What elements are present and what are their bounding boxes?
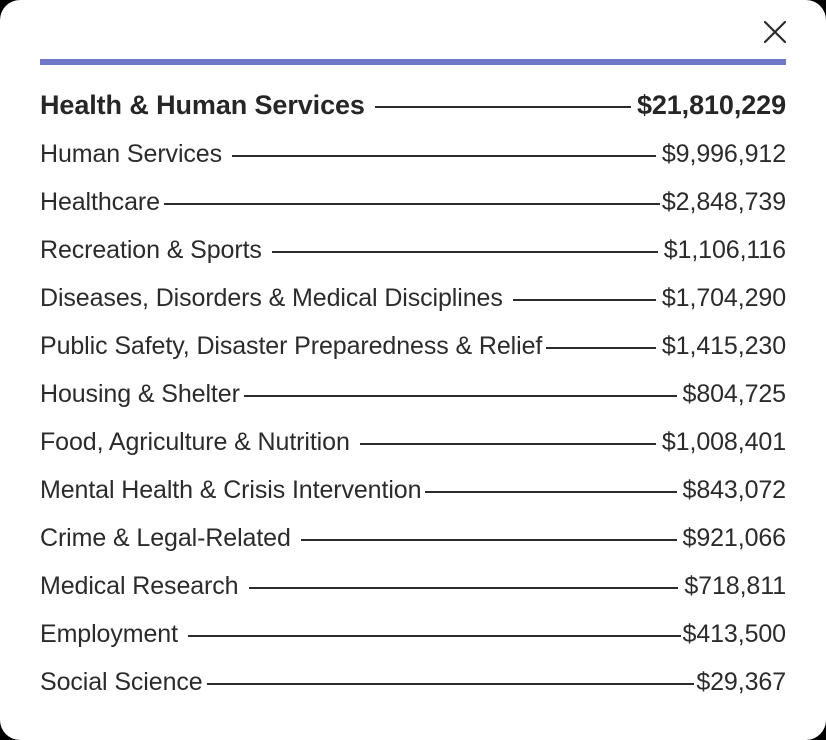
item-value: $921,066 <box>682 523 786 552</box>
item-value: $1,704,290 <box>661 283 786 312</box>
item-label: Crime & Legal-Related <box>40 523 291 552</box>
item-label: Public Safety, Disaster Preparedness & Relief <box>40 331 543 360</box>
list-item <box>40 322 786 370</box>
leader-line <box>188 635 681 637</box>
item-value: $9,996,912 <box>661 139 786 168</box>
item-label: Employment <box>40 619 178 648</box>
list-item <box>40 562 786 610</box>
list-item <box>40 658 786 706</box>
leader-line <box>164 203 660 205</box>
item-label: Housing & Shelter <box>40 379 240 408</box>
list-item <box>40 514 786 562</box>
list-item <box>40 226 786 274</box>
item-value: $1,106,116 <box>663 235 786 264</box>
leader-line <box>207 683 695 685</box>
item-label: Healthcare <box>40 187 160 216</box>
leader-line <box>425 491 676 493</box>
total-value: $21,810,229 <box>636 89 786 120</box>
leader-line <box>244 395 677 397</box>
total-label: Health & Human Services <box>40 89 365 120</box>
leader-line <box>272 251 658 253</box>
item-value: $413,500 <box>682 619 786 648</box>
item-value: $1,008,401 <box>661 427 786 456</box>
accent-divider <box>40 59 786 65</box>
item-label: Food, Agriculture & Nutrition <box>40 427 350 456</box>
leader-line <box>360 443 656 445</box>
item-value: $29,367 <box>696 667 786 696</box>
leader-line <box>546 347 656 349</box>
funding-list <box>40 82 786 706</box>
list-item <box>40 466 786 514</box>
item-value: $718,811 <box>684 571 786 600</box>
item-label: Mental Health & Crisis Intervention <box>40 475 422 504</box>
close-icon <box>762 19 788 45</box>
list-item <box>40 274 786 322</box>
list-item <box>40 178 786 226</box>
item-label: Human Services <box>40 139 222 168</box>
item-label: Social Science <box>40 667 203 696</box>
leader-line <box>249 587 679 589</box>
item-value: $843,072 <box>682 475 786 504</box>
list-item <box>40 418 786 466</box>
item-label: Recreation & Sports <box>40 235 262 264</box>
leader-line <box>232 155 656 157</box>
list-item <box>40 370 786 418</box>
item-label: Medical Research <box>40 571 239 600</box>
list-item <box>40 130 786 178</box>
leader-line <box>301 539 677 541</box>
list-item <box>40 610 786 658</box>
total-row <box>40 82 786 128</box>
item-label: Diseases, Disorders & Medical Disciplines <box>40 283 503 312</box>
item-value: $1,415,230 <box>661 331 786 360</box>
leader-line <box>513 299 656 301</box>
leader-line <box>375 106 631 108</box>
item-value: $2,848,739 <box>661 187 786 216</box>
close-button[interactable] <box>762 19 788 45</box>
item-value: $804,725 <box>682 379 786 408</box>
